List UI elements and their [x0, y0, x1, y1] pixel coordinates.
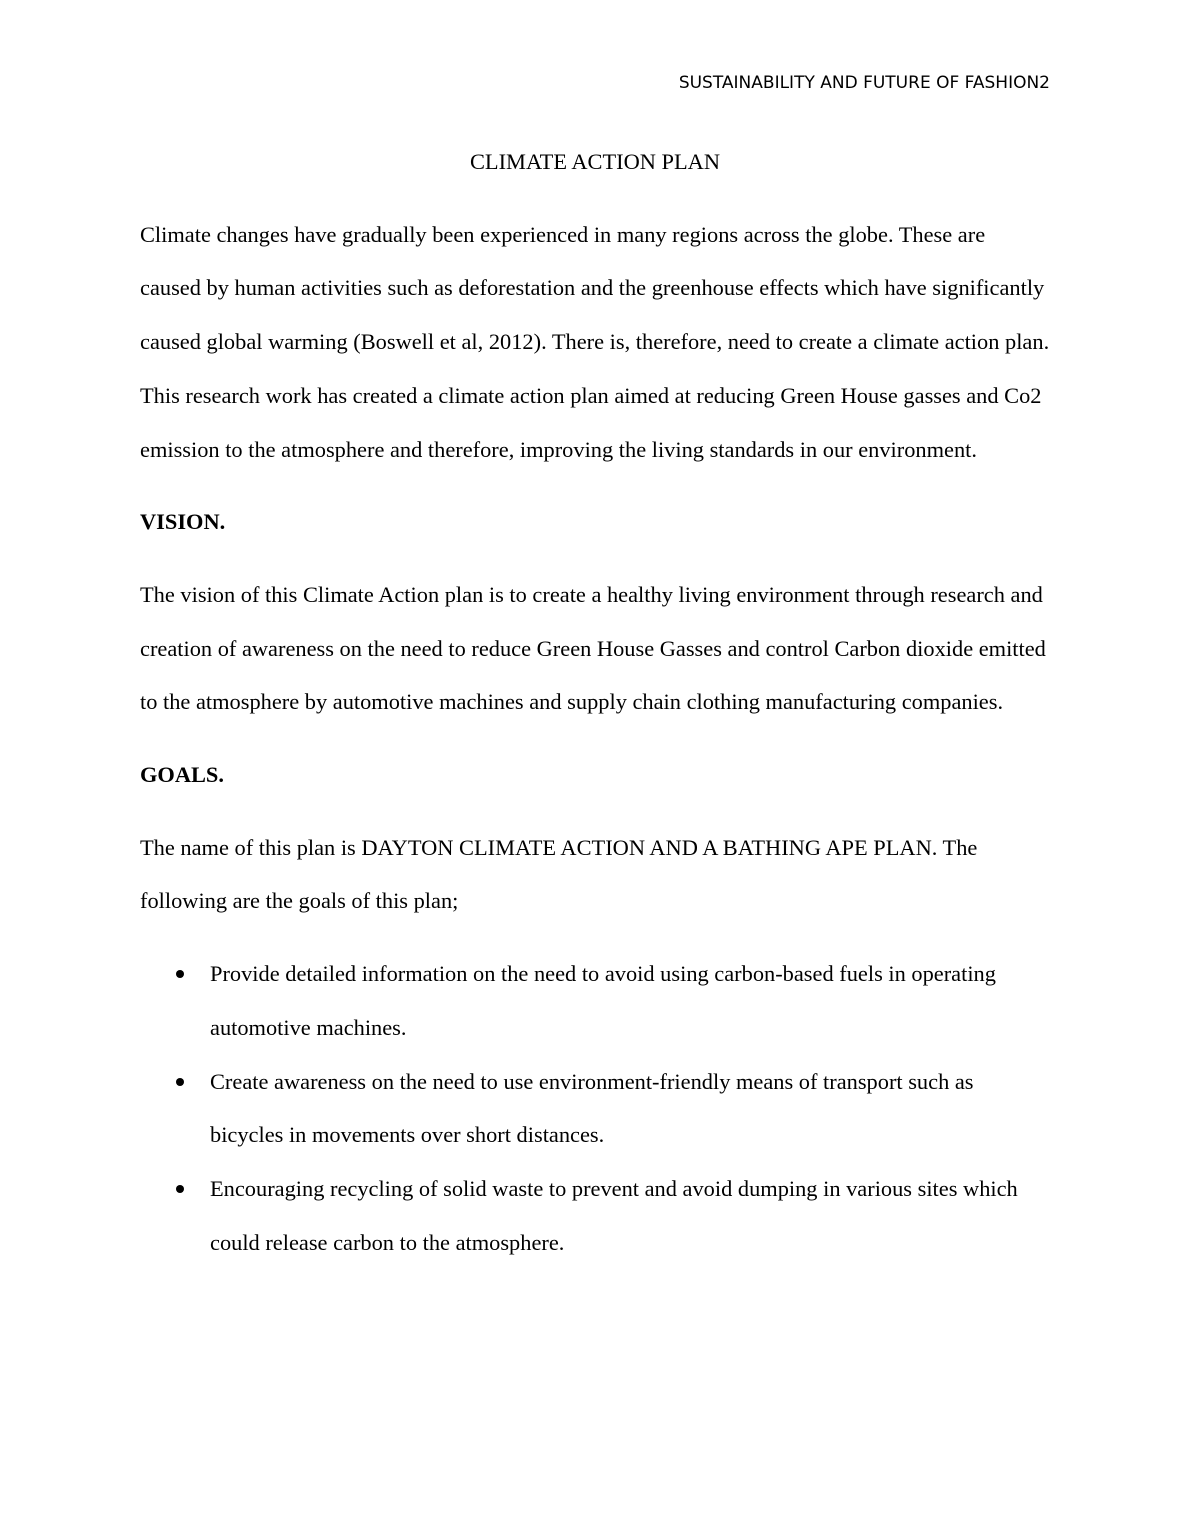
bullet-icon	[176, 970, 184, 978]
goals-list	[140, 947, 1050, 1269]
goals-intro-paragraph: The name of this plan is DAYTON CLIMATE ACTION AND A BATHING APE PLAN. The following are the goals of this plan;	[140, 834, 978, 914]
goal-text: Provide detailed information on the need to avoid using carbon-based fuels in operating automotive machines.	[210, 961, 996, 1040]
goal-text: Encouraging recycling of solid waste to prevent and avoid dumping in various sites which could release carbon to the atmosphere.	[210, 1175, 1018, 1255]
intro-paragraph: Climate changes have gradually been experienced in many regions across the globe. These are caused by human activities such as deforestation and the greenhouse effects which have significantly caused global warming (Boswell et al, 2012). There is, therefore, need to create a climate action plan. This research work has created a climate action plan aimed at reducing Green House gasses and Co2 emission to the atmosphere and therefore, improving the living standards in our environment.	[140, 221, 1050, 462]
list-item	[140, 947, 1050, 1054]
list-item	[140, 1055, 1050, 1162]
running-head: SUSTAINABILITY AND FUTURE OF FASHION2	[678, 73, 1050, 93]
bullet-icon	[176, 1185, 184, 1193]
goal-text: Create awareness on the need to use environment-friendly means of transport such as bicycles in movements over short distances.	[210, 1068, 974, 1148]
document-body	[140, 135, 1050, 1269]
vision-paragraph: The vision of this Climate Action plan is to create a healthy living environment through research and creation of awareness on the need to reduce Green House Gasses and control Carbon dioxide emitted to the atmosphere by automotive machines and supply chain clothing manufacturing companies.	[140, 581, 1046, 715]
list-item	[140, 1162, 1050, 1269]
bullet-icon	[176, 1078, 184, 1086]
goals-heading: GOALS.	[140, 762, 224, 788]
vision-heading: VISION.	[140, 509, 226, 535]
page-title: CLIMATE ACTION PLAN	[469, 149, 721, 174]
